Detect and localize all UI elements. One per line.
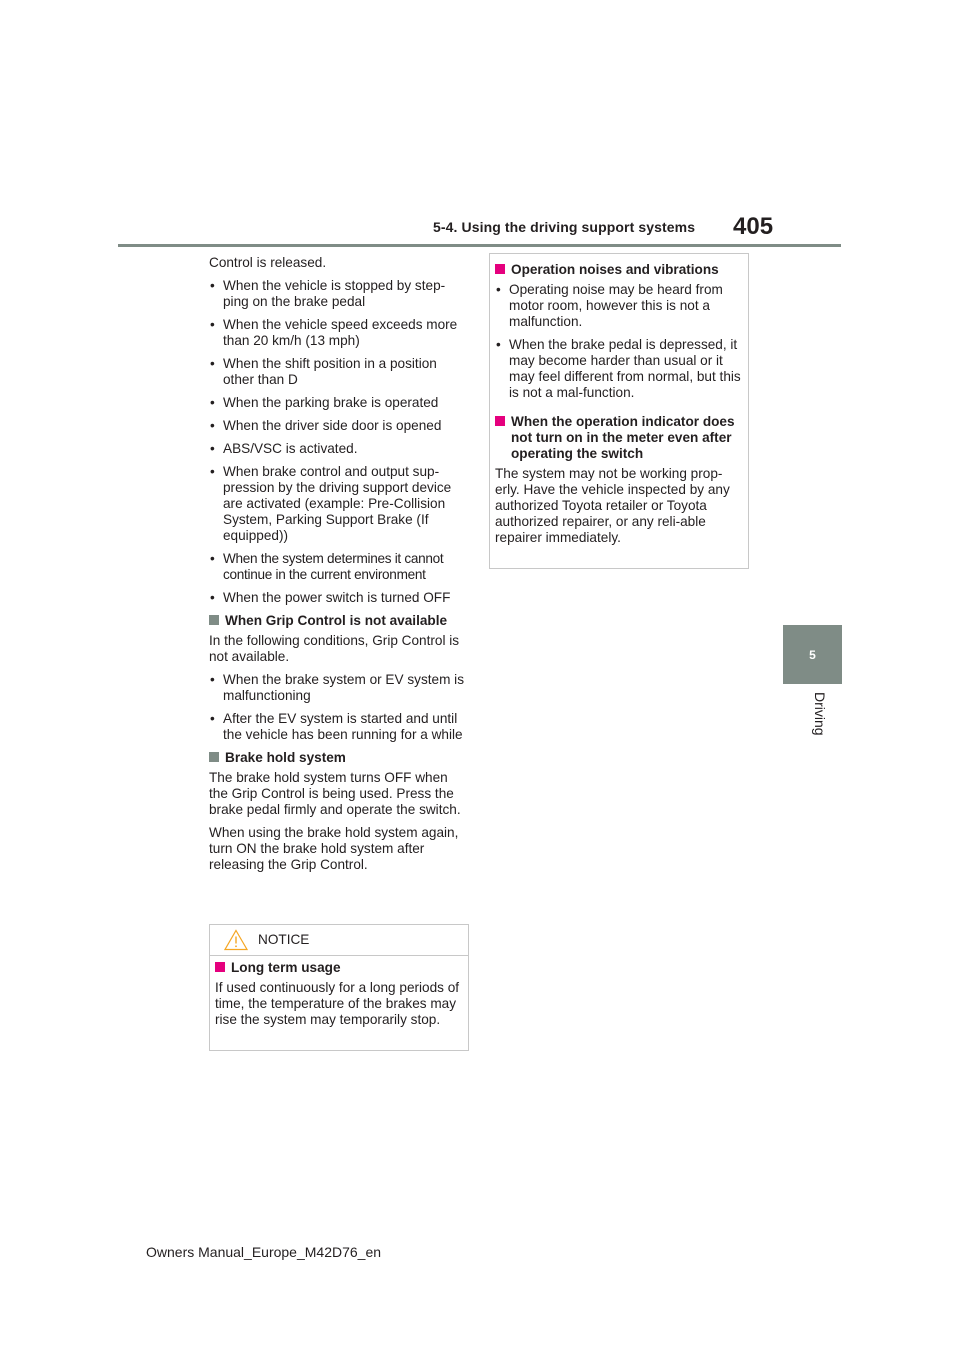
indicator-heading: When the operation indicator does not turn on in the meter even after operating the switch: [495, 414, 745, 462]
brake-hold-heading: Brake hold system: [209, 750, 467, 766]
chapter-tab: [783, 625, 842, 684]
warning-triangle-icon: [224, 929, 248, 951]
square-bullet-icon: [209, 752, 219, 762]
list-item: • When the system determines it cannot continue in the current environment: [210, 551, 444, 582]
notice-title: NOTICE: [258, 932, 310, 947]
chapter-number: 5: [809, 647, 816, 662]
square-bullet-icon: [215, 962, 225, 972]
footer-text: Owners Manual_Europe_M42D76_en: [146, 1244, 382, 1260]
header-section-title: 5-4. Using the driving support systems: [433, 219, 696, 235]
page-number: 405: [733, 213, 774, 240]
header-rule: [118, 244, 841, 247]
release-conditions-list: [209, 278, 467, 606]
noises-heading: Operation noises and vibrations: [495, 262, 745, 278]
notice-body: [215, 960, 461, 1035]
square-bullet-icon: [209, 615, 219, 625]
noises-list: [495, 282, 745, 401]
list-item: • ABS/VSC is activated.: [210, 441, 358, 456]
notice-text: If used continuously for a long periods of time, the temperature of the brakes may rise the system may temporarily stop.: [215, 980, 460, 1027]
indicator-text: The system may not be working prop-erly. Have the vehicle inspected by any authorized Toyota retailer or Toyota authorized repairer, or any reli-able repairer immediately.: [495, 466, 730, 545]
notice-box: [209, 924, 469, 1051]
not-available-heading: When Grip Control is not available: [209, 613, 467, 629]
brake-hold-paragraph: The brake hold system turns OFF when the Grip Control is being used. Press the brake pedal firmly and operate the switch.: [209, 770, 461, 817]
list-item: • When the parking brake is operated: [210, 395, 439, 410]
chapter-label: Driving: [812, 692, 828, 736]
notice-header: [210, 925, 468, 956]
list-item: • When the driver side door is opened: [210, 418, 442, 433]
list-item: • After the EV system is started and until the vehicle has been running for a while: [210, 711, 463, 742]
list-item: • Operating noise may be heard from motor room, however this is not a malfunction.: [496, 282, 723, 329]
right-column: [495, 262, 745, 553]
not-available-list: [209, 672, 467, 743]
list-item: • When the vehicle speed exceeds more than 20 km/h (13 mph): [210, 317, 458, 348]
notice-heading: Long term usage: [215, 960, 461, 976]
square-bullet-icon: [495, 416, 505, 426]
list-item: • When the vehicle is stopped by step-ping on the brake pedal: [210, 278, 446, 309]
list-item: • When the brake system or EV system is malfunctioning: [210, 672, 464, 703]
list-item: • When the brake pedal is depressed, it may become harder than usual or it may feel different from normal, but this is not a mal-function.: [496, 337, 741, 400]
intro-text: Control is released.: [209, 255, 327, 270]
left-column: [209, 255, 467, 880]
list-item: • When the power switch is turned OFF: [210, 590, 451, 605]
brake-hold-paragraph: When using the brake hold system again, turn ON the brake hold system after releasing the Grip Control.: [209, 825, 459, 872]
list-item: • When brake control and output sup-pression by the driving support device are activated (example: Pre-Collision System, Parking Support Brake (If equipped)): [210, 464, 452, 543]
list-item: • When the shift position in a position other than D: [210, 356, 437, 387]
not-available-text: In the following conditions, Grip Control is not available.: [209, 633, 460, 664]
square-bullet-icon: [495, 264, 505, 274]
